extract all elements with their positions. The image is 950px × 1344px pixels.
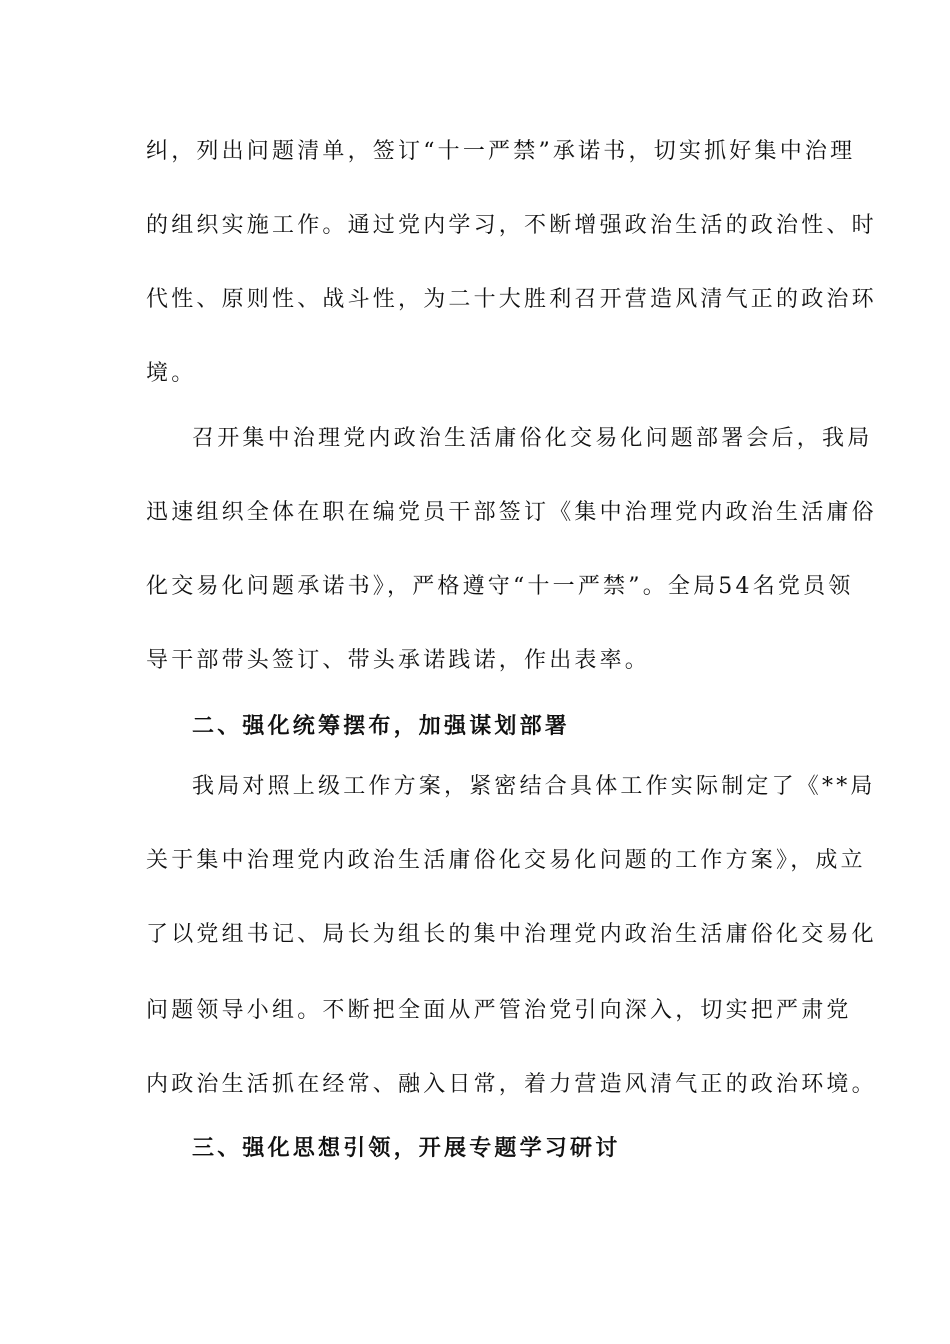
paragraph-3-line-3: 了以党组书记、局长为组长的集中治理党内政治生活庸俗化交易化 — [146, 922, 877, 947]
section-heading-3: 三、强化思想引领，开展专题学习研讨 — [192, 1135, 621, 1161]
paragraph-3-line-4: 问题领导小组。不断把全面从严管治党引向深入，切实把严肃党 — [146, 998, 852, 1023]
paragraph-1-line-3: 代性、原则性、战斗性，为二十大胜利召开营造风清气正的政治环 — [146, 287, 877, 312]
paragraph-2-line-2: 迅速组织全体在职在编党员干部签订《集中治理党内政治生活庸俗 — [146, 500, 877, 525]
paragraph-2-line-1: 召开集中治理党内政治生活庸俗化交易化问题部署会后，我局 — [192, 426, 873, 451]
paragraph-1-line-1: 纠，列出问题清单，签订“十一严禁”承诺书，切实抓好集中治理 — [146, 139, 856, 164]
section-heading-2: 二、强化统筹摆布，加强谋划部署 — [192, 713, 571, 739]
paragraph-3-line-5: 内政治生活抓在经常、融入日常，着力营造风清气正的政治环境。 — [146, 1072, 877, 1097]
paragraph-2-line-3: 化交易化问题承诺书》，严格遵守“十一严禁”。全局54名党员领 — [146, 574, 854, 599]
paragraph-1-line-2: 的组织实施工作。通过党内学习，不断增强政治生活的政治性、时 — [146, 213, 877, 238]
paragraph-2-line-4: 导干部带头签订、带头承诺践诺，作出表率。 — [146, 648, 651, 673]
paragraph-3-line-1: 我局对照上级工作方案，紧密结合具体工作实际制定了《**局 — [192, 774, 876, 799]
paragraph-1-line-4: 境。 — [146, 361, 197, 386]
paragraph-3-line-2: 关于集中治理党内政治生活庸俗化交易化问题的工作方案》，成立 — [146, 848, 866, 873]
